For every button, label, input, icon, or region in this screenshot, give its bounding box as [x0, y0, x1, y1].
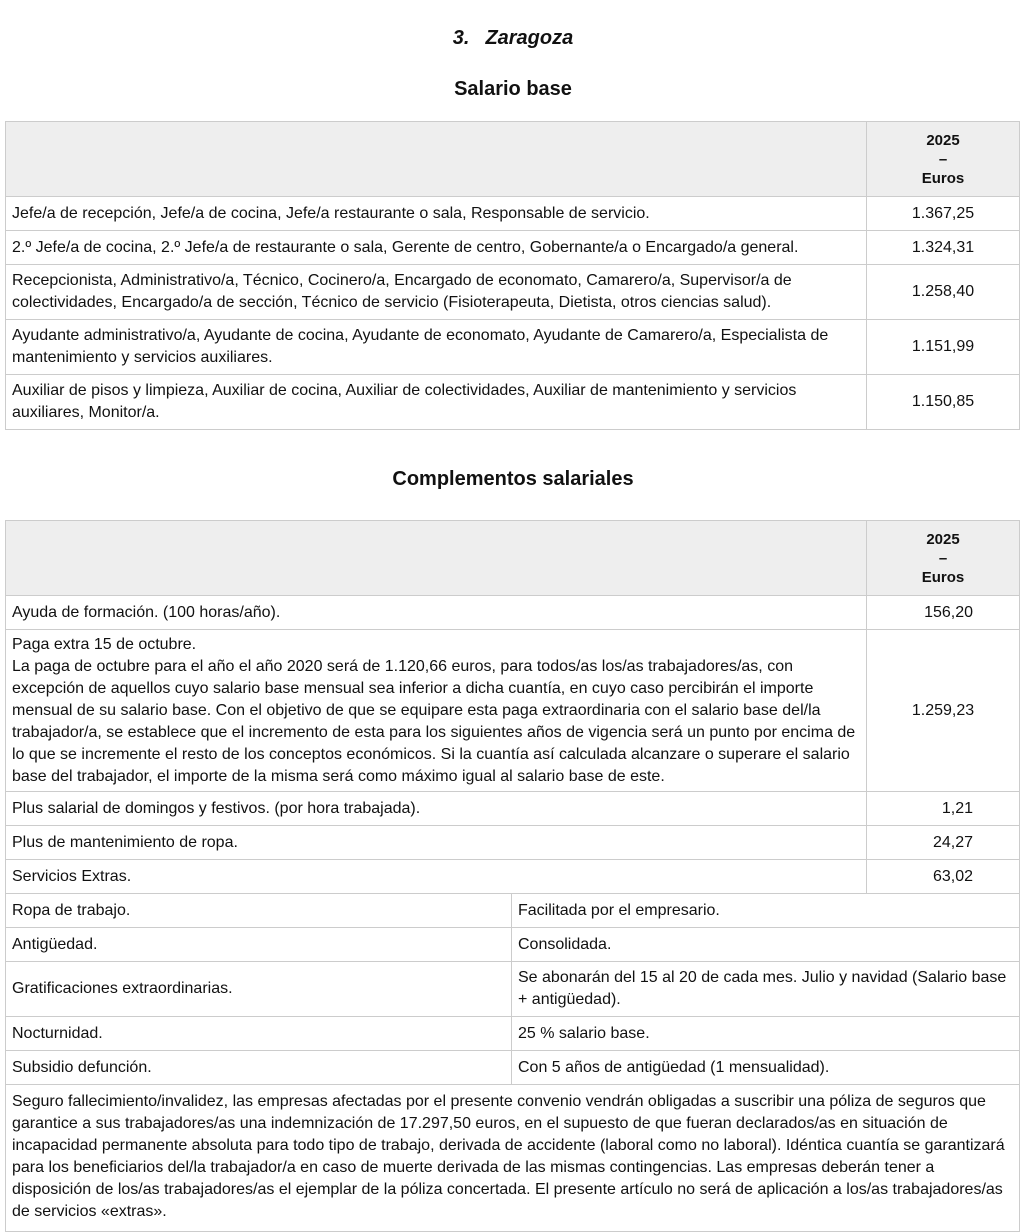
row-detail: La paga de octubre para el año el año 2020 será de 1.120,66 euros, para todos/as los/as trabajadores/as, con excepción de aquellos cuyo salario base mensual sea inferior a dicha cuantía, en cuyo caso percibirán el importe mensual de su salario base. Con el objetivo de que se equipare esta paga extraordinaria con el salario base del/la trabajador/a, se establece que el incremento de esta para los siguientes años de vigencia será un punto por encima de lo que se incremente el resto de los conceptos económicos. Si la cuantía así calculada alcanzare o superare el salario base del trabajador, el importe de la misma será como máximo igual al salario base de este. — [12, 657, 856, 785]
salario-base-title: Salario base — [454, 78, 572, 100]
table-row — [6, 630, 1020, 792]
table-row — [6, 320, 1020, 375]
row-value: 1.367,25 — [867, 197, 1020, 231]
header-category — [6, 122, 867, 197]
row-value: 1.258,40 — [867, 265, 1020, 320]
pair-value: Facilitada por el empresario. — [512, 894, 1020, 928]
pair-value: Se abonarán del 15 al 20 de cada mes. Julio y navidad (Salario base + antigüedad). — [512, 962, 1020, 1017]
table-row — [6, 792, 1020, 826]
row-label: Ayudante administrativo/a, Ayudante de cocina, Ayudante de economato, Ayudante de Camarero/a, Especialista de mantenimiento y servicios auxiliares. — [6, 320, 867, 375]
table-header-row — [6, 521, 1020, 596]
table-row — [6, 860, 1020, 894]
table-row — [6, 265, 1020, 320]
table-row-pair — [6, 928, 1020, 962]
header-year: 2025 — [926, 131, 960, 149]
table-row-footer — [6, 1085, 1020, 1232]
table-row — [6, 596, 1020, 630]
row-label: Auxiliar de pisos y limpieza, Auxiliar de cocina, Auxiliar de colectividades, Auxiliar de mantenimiento y servicios auxiliares, Monitor/a. — [6, 375, 867, 430]
pair-value: Con 5 años de antigüedad (1 mensualidad). — [512, 1051, 1020, 1085]
header-unit: Euros — [921, 169, 965, 187]
table-row-pair — [6, 1051, 1020, 1085]
pair-label: Nocturnidad. — [6, 1017, 512, 1051]
salario-base-table — [5, 121, 1020, 430]
header-dash: – — [938, 549, 948, 567]
row-label-block — [6, 630, 867, 792]
table-row — [6, 231, 1020, 265]
row-value: 1.324,31 — [867, 231, 1020, 265]
header-unit: Euros — [921, 568, 965, 586]
pair-label: Subsidio defunción. — [6, 1051, 512, 1085]
pair-label: Ropa de trabajo. — [6, 894, 512, 928]
row-label: Servicios Extras. — [6, 860, 867, 894]
complementos-title: Complementos salariales — [392, 468, 634, 490]
row-value: 24,27 — [867, 826, 1020, 860]
table-row-pair — [6, 1017, 1020, 1051]
row-label: Recepcionista, Administrativo/a, Técnico, Cocinero/a, Encargado de economato, Camarero/a, Supervisor/a de colectividades, Encargado/a de sección, Técnico de servicio (Fisioterapeuta, Dietista, otros ciencias salud). — [6, 265, 867, 320]
row-label: Ayuda de formación. (100 horas/año). — [6, 596, 867, 630]
insurance-paragraph: Seguro fallecimiento/invalidez, las empresas afectadas por el presente convenio vendrán obligadas a suscribir una póliza de seguros que garantice a sus trabajadores/as una indemnización de 17.297,50 euros, en el supuesto de que fueran declarados/as en situación de incapacidad permanente absoluta para todo tipo de trabajo, derivada de accidente (laboral como no laboral). Idéntica cuantía se garantizará para los beneficiarios del/la trabajador/a en caso de muerte derivada de las mismas contingencias. Las empresas deberán tener a disposición de los/as trabajadores/as el ejemplar de la póliza concertada. El presente artículo no será de aplicación a los/as trabajadores/as de servicios «extras». — [6, 1085, 1020, 1232]
row-value: 156,20 — [867, 596, 1020, 630]
section-heading — [0, 0, 1026, 52]
table-row-pair — [6, 962, 1020, 1017]
table-row — [6, 197, 1020, 231]
section-number: 3. — [452, 27, 470, 49]
header-year-euros — [867, 122, 1020, 197]
row-label: Jefe/a de recepción, Jefe/a de cocina, Jefe/a restaurante o sala, Responsable de servicio. — [6, 197, 867, 231]
row-value: 1,21 — [867, 792, 1020, 826]
row-label: Plus de mantenimiento de ropa. — [6, 826, 867, 860]
section-name: Zaragoza — [485, 27, 574, 49]
table-header-row — [6, 122, 1020, 197]
row-value: 63,02 — [867, 860, 1020, 894]
table-row — [6, 826, 1020, 860]
complementos-table — [5, 520, 1020, 1232]
header-year-euros — [867, 521, 1020, 596]
table-row-pair — [6, 894, 1020, 928]
header-category — [6, 521, 867, 596]
row-value: 1.150,85 — [867, 375, 1020, 430]
row-label: 2.º Jefe/a de cocina, 2.º Jefe/a de restaurante o sala, Gerente de centro, Gobernante/a o Encargado/a general. — [6, 231, 867, 265]
row-label: Paga extra 15 de octubre. — [12, 635, 197, 653]
header-year: 2025 — [926, 530, 960, 548]
pair-value: 25 % salario base. — [512, 1017, 1020, 1051]
pair-value: Consolidada. — [512, 928, 1020, 962]
row-label: Plus salarial de domingos y festivos. (por hora trabajada). — [6, 792, 867, 826]
row-value: 1.151,99 — [867, 320, 1020, 375]
table-row — [6, 375, 1020, 430]
pair-label: Gratificaciones extraordinarias. — [6, 962, 512, 1017]
header-dash: – — [938, 150, 948, 168]
row-value: 1.259,23 — [867, 630, 1020, 792]
pair-label: Antigüedad. — [6, 928, 512, 962]
